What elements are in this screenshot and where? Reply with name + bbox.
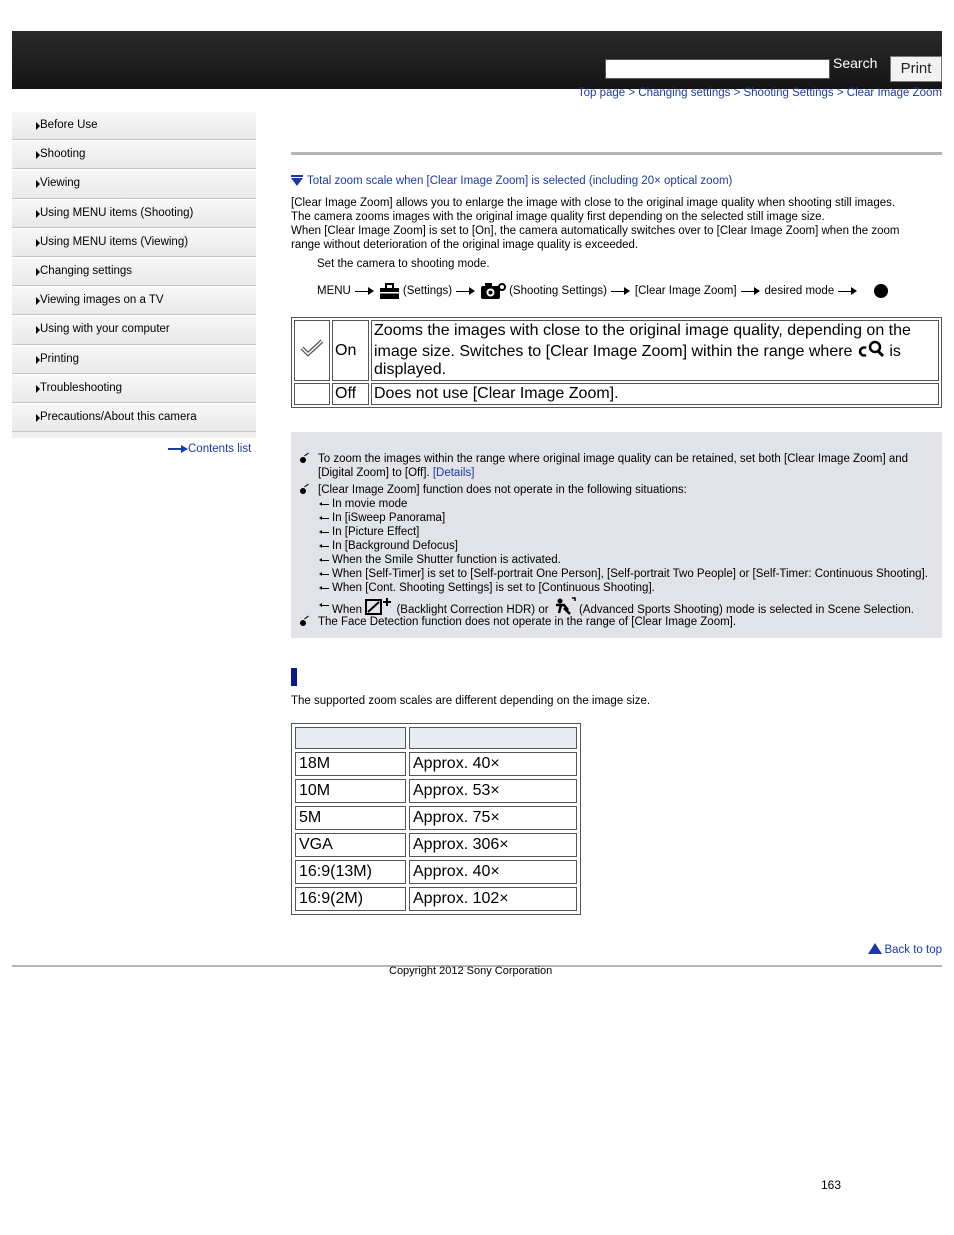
sidebar-item-menu-viewing[interactable] [12,228,256,257]
sub-item [318,497,938,511]
sub-item [318,581,938,595]
breadcrumb-separator: > [733,87,741,99]
section-marker [291,668,297,686]
sidebar [12,111,256,438]
breadcrumb-separator: > [628,87,636,99]
back-to-top-link[interactable] [868,943,942,956]
mode-desc-pre: Zooms the images with close to the original image quality, depending on the image size. Switches to [Clear Image Zoom] within the range where [374,322,911,360]
menu-label: MENU [317,285,351,297]
mode-description: Does not use [Clear Image Zoom]. [371,383,939,405]
triangle-right-icon [36,326,40,334]
intro-line: When [Clear Image Zoom] is set to [On], the camera automatically switches over to [Clear Image Zoom] when the zoom range without deterioration of the original image quality is exceeded. [291,225,900,251]
table-header-cell [409,727,577,749]
triangle-right-icon [36,239,40,247]
sub-item [318,597,938,617]
triangle-right-icon [36,122,40,130]
check-icon [300,339,324,357]
arrow-right-icon [355,287,375,295]
arrow-left-icon [321,546,329,547]
mode-name: Off [332,383,369,405]
clear-image-zoom-label: [Clear Image Zoom] [634,285,737,297]
arrow-left-icon [321,532,329,533]
sidebar-item-menu-shooting[interactable] [12,199,256,228]
sidebar-item-before-use[interactable] [12,111,256,140]
default-cell [294,320,330,381]
sidebar-item-computer[interactable] [12,315,256,344]
zoom-scale-link[interactable] [291,175,732,187]
sidebar-item-shooting[interactable] [12,140,256,169]
intro-text [291,196,931,252]
table-header-cell [295,727,406,749]
toolbox-icon [379,283,400,300]
triangle-right-icon [36,414,40,422]
breadcrumb-shooting-settings[interactable]: Shooting Settings [743,87,834,99]
table-cell: VGA [295,833,406,857]
sub-item [318,511,938,525]
sub-item-text: When [332,604,363,616]
note-text: The Face Detection function does not operate in the range of [Clear Image Zoom]. [318,616,737,628]
triangle-right-icon [36,356,40,364]
sidebar-item-label: Shooting [40,148,86,161]
sub-item-text: In movie mode [332,498,408,510]
table-cell: Approx. 53× [409,779,577,803]
sub-item-text: In [iSweep Panorama] [332,512,446,524]
sidebar-item-label: Using MENU items (Viewing) [40,235,189,248]
table-cell: Approx. 306× [409,833,577,857]
sub-item [318,539,938,553]
table-row [295,833,577,857]
sidebar-item-label: Viewing [40,177,81,190]
details-link[interactable]: [Details] [432,467,475,479]
triangle-right-icon [36,180,40,188]
sports-icon [552,597,576,615]
sidebar-item-label: Printing [40,352,79,365]
sub-item-text: When [Self-Timer] is set to [Self-portrait One Person], [Self-portrait Two People] or [Self-Timer: Continuous Shooting]. [332,568,928,580]
arrow-left-icon [321,504,329,505]
table-row [295,887,577,911]
sub-item [318,525,938,539]
sidebar-end [12,432,256,438]
page-number: 163 [821,1178,842,1192]
breadcrumb-separator: > [836,87,844,99]
camera-settings-icon [480,282,506,300]
table-cell: 18M [295,752,406,776]
zoom-scale-description: The supported zoom scales are different depending on the image size. [291,695,651,707]
title-divider [291,152,942,155]
bullet-icon [300,488,306,494]
settings-label: (Settings) [402,285,453,297]
mode-description [371,320,939,381]
sidebar-item-label: Viewing images on a TV [40,294,164,307]
table-row [295,752,577,776]
intro-line: [Clear Image Zoom] allows you to enlarge the image with close to the original image quality when shooting still images. [291,197,896,209]
triangle-right-icon [36,210,40,218]
zoom-scale-table [291,723,581,915]
zoom-scale-link-label: Total zoom scale when [Clear Image Zoom] is selected (including 20× optical zoom) [307,175,733,187]
table-header-row [295,727,577,749]
sidebar-item-troubleshooting[interactable] [12,374,256,403]
notes-box [291,432,942,638]
search-input[interactable] [605,59,830,79]
bullet-icon [300,457,306,463]
table-row [294,383,939,405]
breadcrumb-clear-image-zoom[interactable]: Clear Image Zoom [846,87,942,99]
sidebar-item-label: Using MENU items (Shooting) [40,206,194,219]
breadcrumb [578,87,942,99]
breadcrumb-top-page[interactable]: Top page [577,87,626,99]
table-cell: Approx. 40× [409,860,577,884]
copyright-text: Copyright 2012 Sony Corporation [389,965,553,977]
table-cell: Approx. 40× [409,752,577,776]
menu-path [317,278,888,304]
sub-item [318,553,938,567]
table-cell: 5M [295,806,406,830]
sub-item-text: When [Cont. Shooting Settings] is set to [Continuous Shooting]. [332,582,655,594]
default-cell [294,383,330,405]
bullet-icon [300,620,306,626]
clear-zoom-icon [857,340,885,358]
triangle-right-icon [36,385,40,393]
table-cell: Approx. 102× [409,887,577,911]
sub-item-text: In [Picture Effect] [332,526,420,538]
sidebar-item-changing-settings[interactable] [12,257,256,286]
note-text: To zoom the images within the range where original image quality can be retained, set both [Clear Image Zoom] and [Digital Zoom] to [Off]. [318,453,909,479]
arrow-right-icon [838,287,858,295]
mode-desc-post: is displayed. [374,343,901,378]
step-text: Set the camera to shooting mode. [317,258,490,270]
sidebar-item-label: Troubleshooting [40,381,123,394]
note-item [318,452,938,480]
sub-item-text: In [Background Defocus] [332,540,458,552]
table-row [294,320,939,381]
sub-item-text: When the Smile Shutter function is activated. [332,554,561,566]
search-button[interactable]: Search [833,55,878,71]
sidebar-item-label: Changing settings [40,264,133,277]
sidebar-item-viewing-tv[interactable] [12,286,256,315]
contents-list-label: Contents list [188,443,252,455]
triangle-right-icon [36,297,40,305]
table-row [295,779,577,803]
arrow-right-icon [456,287,476,295]
sidebar-item-label: Before Use [40,119,98,131]
arrow-right-icon [611,287,631,295]
sidebar-item-label: Precautions/About this camera [40,410,197,423]
intro-line: The camera zooms images with the original image quality first depending on the selected still image size. [291,211,825,223]
note-text: [Clear Image Zoom] function does not operate in the following situations: [318,484,687,496]
arrow-left-icon [321,560,329,561]
note-item [318,615,938,629]
mode-table [291,317,942,408]
sidebar-item-precautions[interactable] [12,403,256,432]
print-button[interactable]: Print [890,56,942,82]
sidebar-item-label: Using with your computer [40,323,170,336]
sub-item-text: (Advanced Sports Shooting) mode is selected in Scene Selection. [578,604,914,616]
desired-mode-label: desired mode [764,285,835,297]
table-cell: Approx. 75× [409,806,577,830]
table-row [295,806,577,830]
arrow-left-icon [321,574,329,575]
table-row [295,860,577,884]
arrow-left-icon [321,518,329,519]
arrow-up-icon [868,943,882,954]
triangle-right-icon [36,268,40,276]
backlight-hdr-icon [365,597,393,615]
table-cell: 10M [295,779,406,803]
sidebar-item-viewing[interactable] [12,169,256,198]
table-cell: 16:9(13M) [295,860,406,884]
note-item [318,483,938,617]
mode-name: On [332,320,369,381]
contents-list-link[interactable] [168,443,251,455]
sidebar-item-printing[interactable] [12,345,256,374]
triangle-right-icon [36,151,40,159]
center-button-icon [874,284,888,298]
sub-item [318,567,938,581]
arrow-down-icon [291,178,303,186]
shooting-settings-label: (Shooting Settings) [509,285,607,297]
back-to-top-label: Back to top [884,944,942,956]
arrow-right-icon [741,287,761,295]
sub-item-text: (Backlight Correction HDR) or [396,604,549,616]
table-cell: 16:9(2M) [295,887,406,911]
breadcrumb-changing-settings[interactable]: Changing settings [638,87,731,99]
arrow-right-icon [168,445,188,453]
arrow-left-icon [321,588,329,589]
arrow-left-icon [321,605,329,606]
